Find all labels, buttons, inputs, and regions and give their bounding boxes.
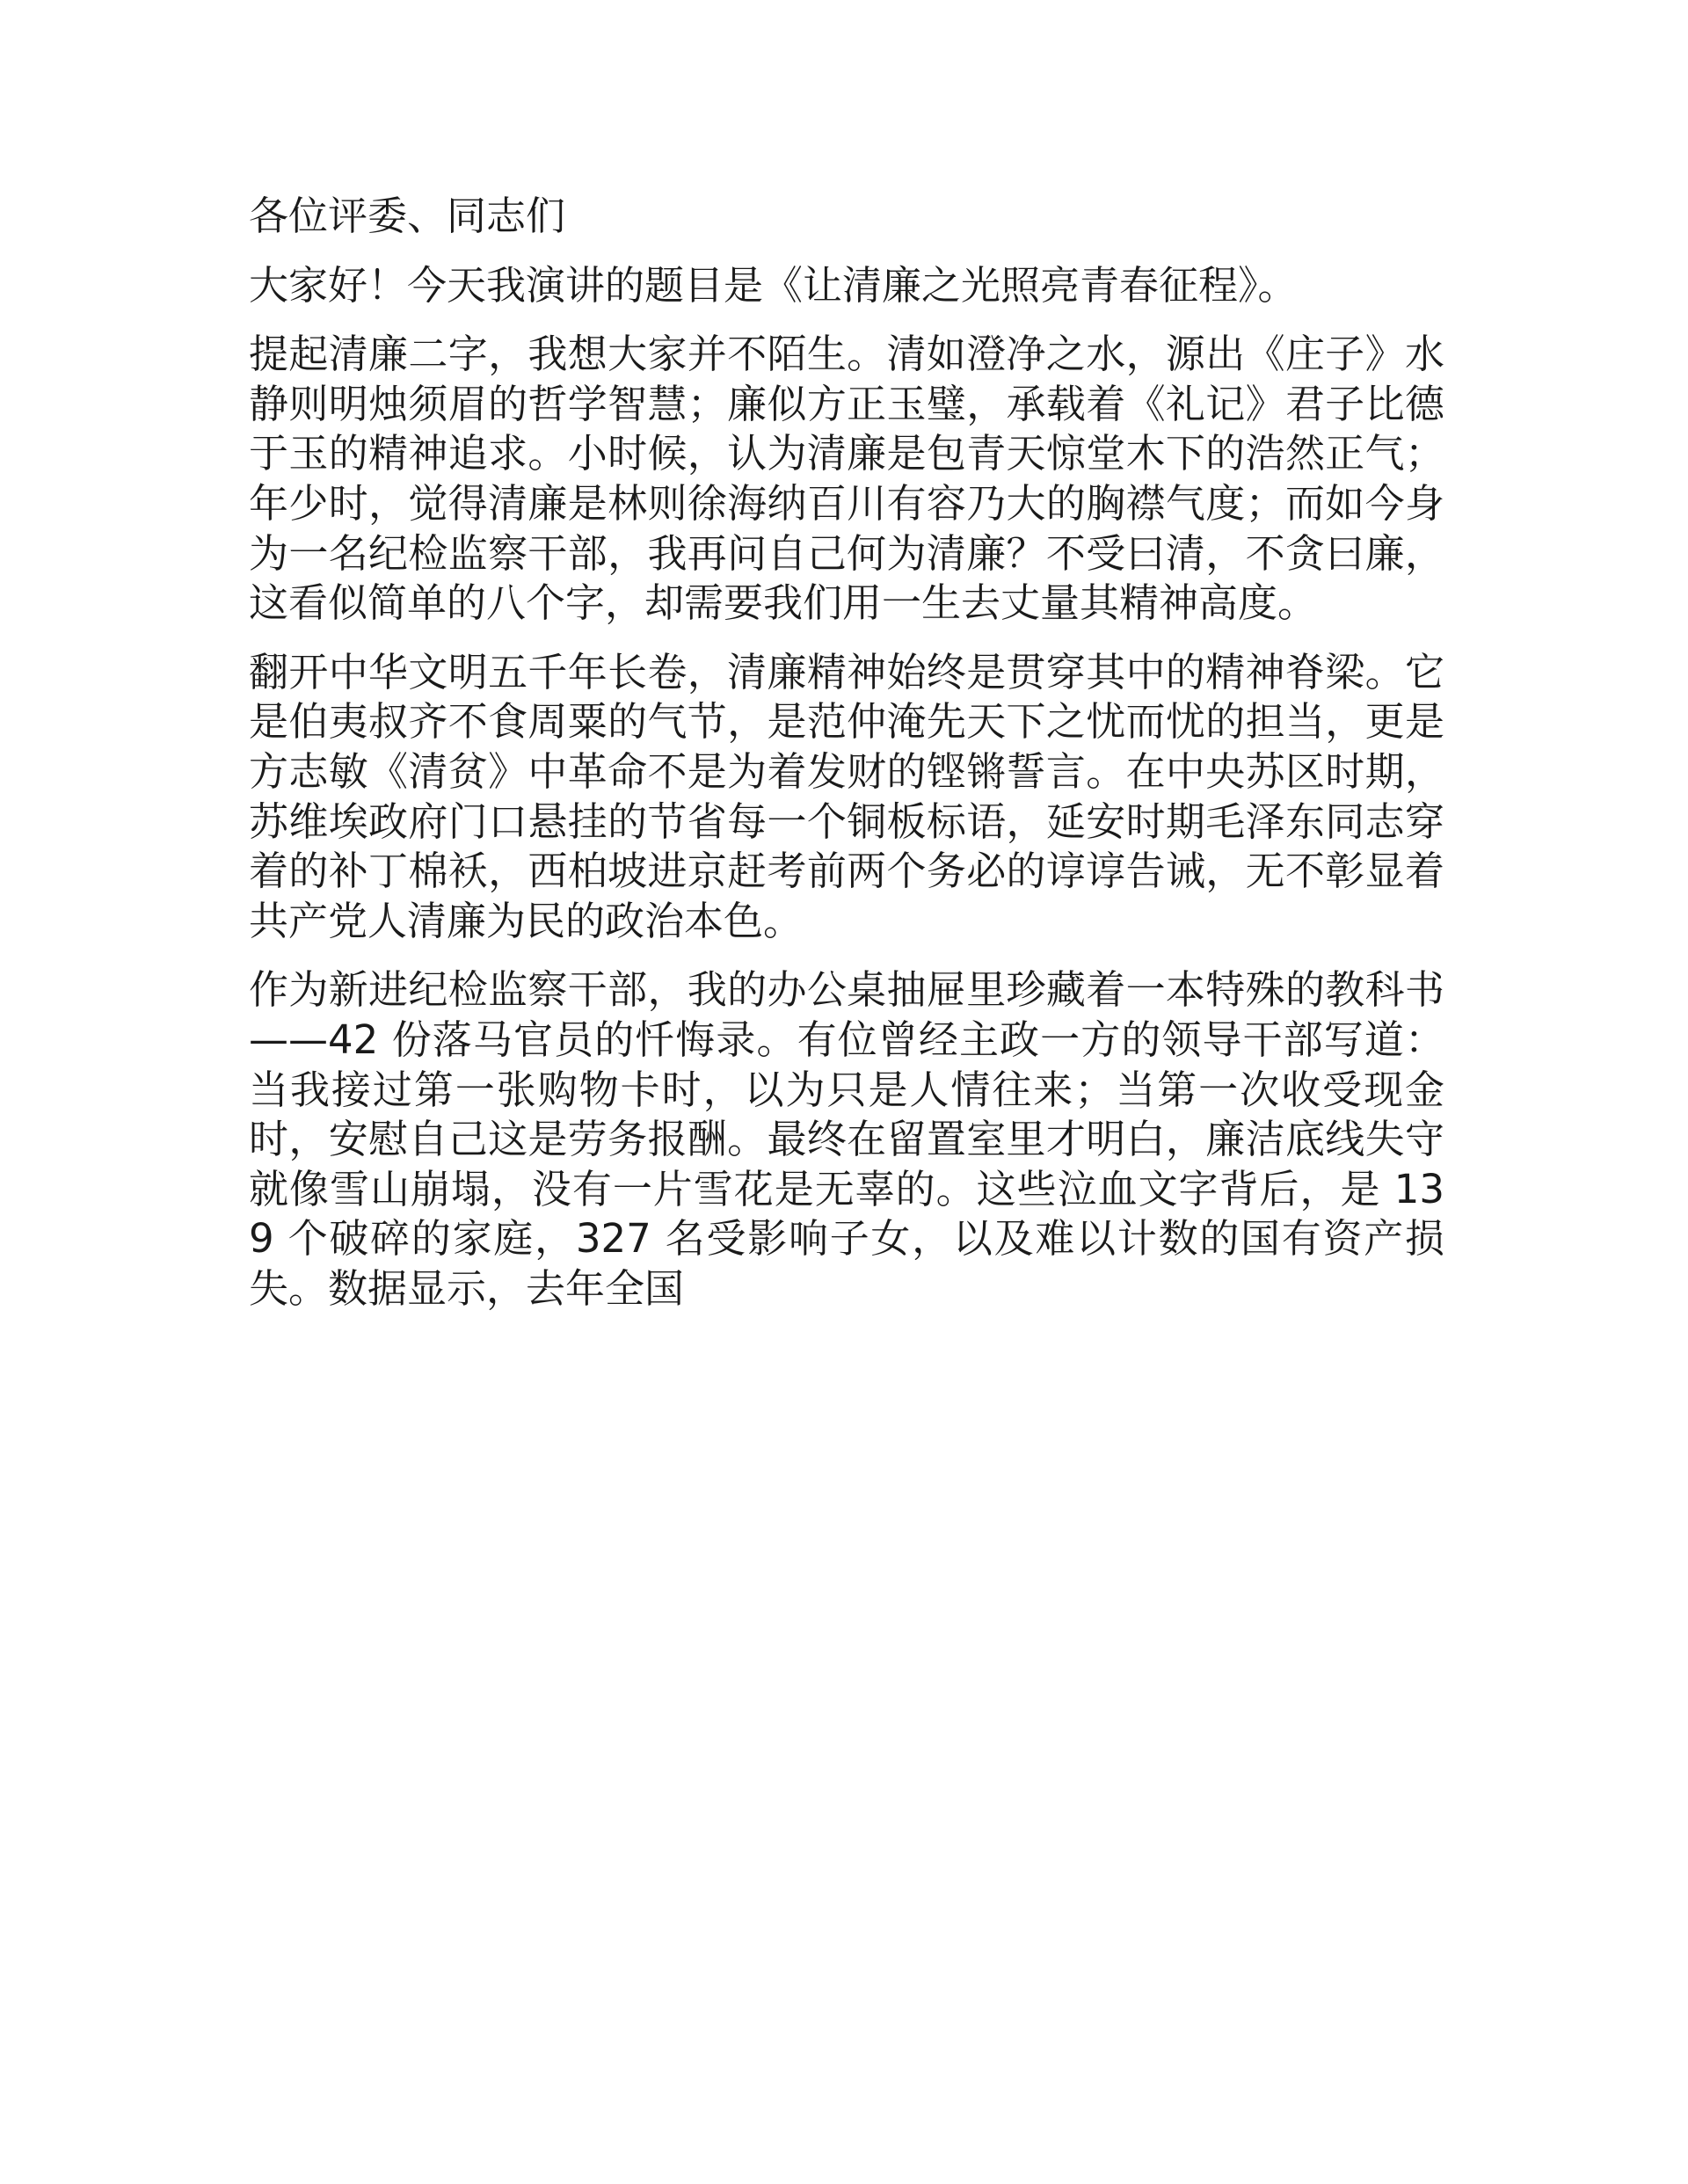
paragraph-confessions: 作为新进纪检监察干部，我的办公桌抽屉里珍藏着一本特殊的教科书——42 份落马官员的忏悔录。有位曾经主政一方的领导干部写道：当我接过第一张购物卡时，以为只是人情往来；当第一次收受现金时，安慰自己这是劳务报酬。最终在留置室里才明白，廉洁底线失守就像雪山崩塌，没有一片雪花是无辜的。这些泣血文字背后，是 139 个破碎的家庭，327 名受影响子女，以及难以计数的国有资产损失。数据显示，去年全国 (249, 966, 1444, 1312)
salutation: 各位评委、同志们 (249, 193, 566, 239)
paragraph-meaning-of-integrity: 提起清廉二字，我想大家并不陌生。清如澄净之水，源出《庄子》水静则明烛须眉的哲学智慧；廉似方正玉璧，承载着《礼记》君子比德于玉的精神追求。小时候，认为清廉是包青天惊堂木下的浩然正气；年少时，觉得清廉是林则徐海纳百川有容乃大的胸襟气度；而如今身为一名纪检监察干部，我再问自己何为清廉？不受曰清，不贪曰廉，这看似简单的八个字，却需要我们用一生去丈量其精神高度。 (249, 331, 1444, 627)
document-body (249, 192, 1444, 1333)
paragraph-greeting: 大家好！今天我演讲的题目是《让清廉之光照亮青春征程》。 (249, 261, 1298, 309)
paragraph-history-of-integrity: 翻开中华文明五千年长卷，清廉精神始终是贯穿其中的精神脊梁。它是伯夷叔齐不食周粟的气节，是范仲淹先天下之忧而忧的担当，更是方志敏《清贫》中革命不是为着发财的铿锵誓言。在中央苏区时期，苏维埃政府门口悬挂的节省每一个铜板标语，延安时期毛泽东同志穿着的补丁棉袄，西柏坡进京赶考前两个务必的谆谆告诫，无不彰显着共产党人清廉为民的政治本色。 (249, 648, 1444, 944)
